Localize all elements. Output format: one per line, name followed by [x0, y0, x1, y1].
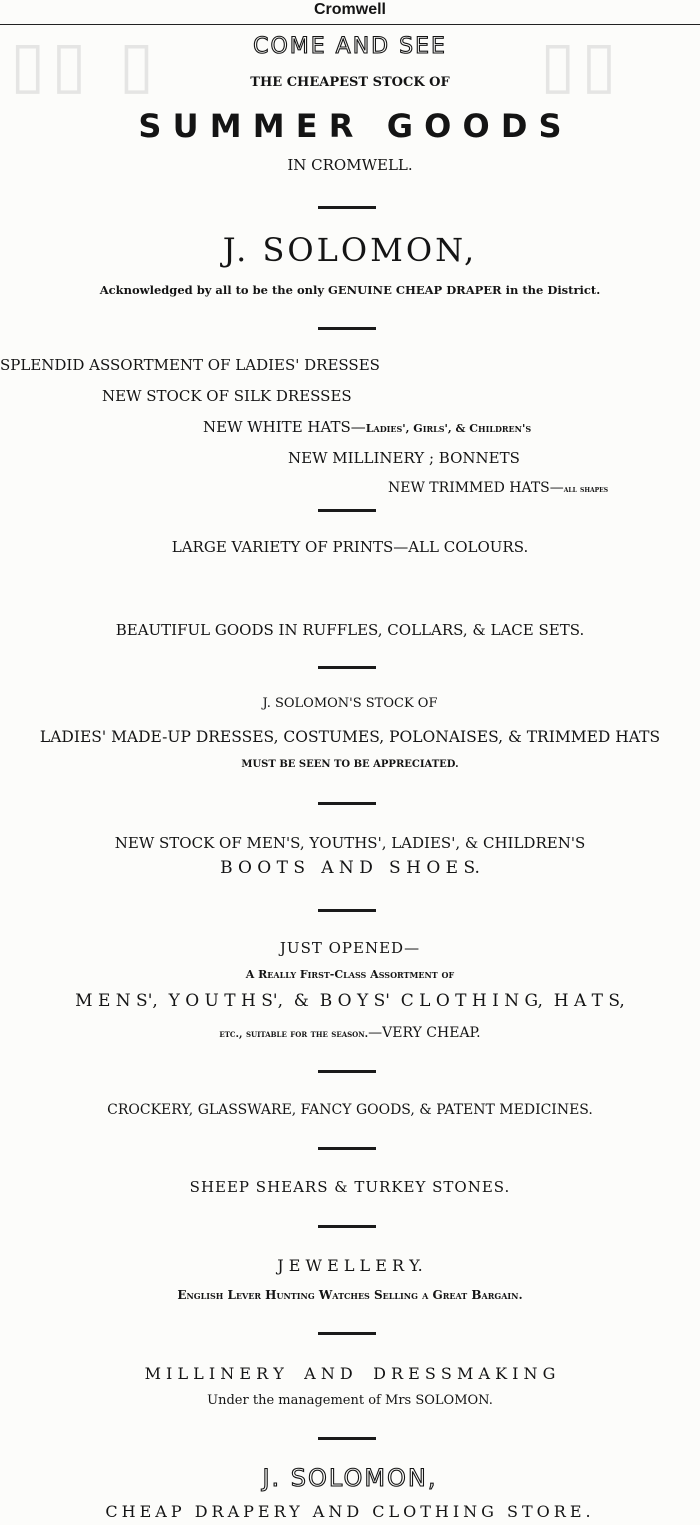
divider-rule: [318, 1147, 376, 1150]
madeup-appreciated: MUST BE SEEN TO BE APPRECIATED.: [241, 759, 459, 770]
boots-and-shoes: B O O T S A N D S H O E S.: [220, 858, 480, 878]
footer-store: CHEAP DRAPERY AND CLOTHING STORE.: [105, 1502, 595, 1521]
clothing-very-cheap: [0, 1026, 700, 1040]
divider-rule: [318, 327, 376, 330]
intro-come-and-see: COME AND SEE: [253, 34, 447, 59]
divider-rule: [318, 802, 376, 805]
dresses-line-white-hats: [203, 420, 700, 435]
bleed-through-decoration: ▯▯: [540, 28, 623, 102]
divider-rule: [318, 1437, 376, 1440]
dresses-line-trimmed-hats: [388, 481, 700, 495]
jewellery-watches: English Lever Hunting Watches Selling a Great Bargain.: [177, 1288, 523, 1302]
boots-new-stock: NEW STOCK OF MEN'S, YOUTHS', LADIES', & CHILDREN'S: [114, 834, 586, 852]
intro-cheapest-stock: THE CHEAPEST STOCK OF: [250, 75, 450, 90]
clothing-mens-youths-boys: M E N S', Y O U T H S', & B O Y S' C L O T H I N G, H A T S,: [75, 991, 625, 1011]
millinery-management: Under the management of Mrs SOLOMON.: [207, 1393, 493, 1408]
bleed-through-decoration: ▯▯ ▯: [10, 28, 160, 102]
dresses-line-millinery: NEW MILLINERY ; BONNETS: [288, 449, 520, 467]
divider-rule: [318, 1070, 376, 1073]
white-hats-small: Ladies', Girls', & Children's: [365, 422, 532, 435]
trimmed-hats-main: NEW TRIMMED HATS—: [388, 480, 564, 496]
divider-rule: [318, 509, 376, 512]
divider-rule: [318, 666, 376, 669]
jewellery-title: J E W E L L E R Y.: [277, 1256, 423, 1275]
merchant-tagline: Acknowledged by all to be the only GENUINE CHEAP DRAPER in the District.: [99, 283, 601, 297]
divider-rule: [318, 1225, 376, 1228]
clothing-just-opened: JUST OPENED—: [279, 939, 421, 957]
clothing-suitable: etc., suitable for the season.: [219, 1029, 369, 1040]
dresses-line-silk: NEW STOCK OF SILK DRESSES: [102, 387, 352, 405]
shears-line: SHEEP SHEARS & TURKEY STONES.: [189, 1178, 511, 1196]
white-hats-main: NEW WHITE HATS—: [203, 418, 366, 436]
intro-in-cromwell: IN CROMWELL.: [287, 156, 413, 174]
prints-line: LARGE VARIETY OF PRINTS—ALL COLOURS.: [171, 538, 529, 556]
page-header-town: Cromwell: [313, 1, 386, 18]
ruffles-line: BEAUTIFUL GOODS IN RUFFLES, COLLARS, & LACE SETS.: [115, 621, 585, 639]
merchant-name: J. SOLOMON,: [222, 231, 478, 269]
clothing-very-cheap-main: —VERY CHEAP.: [368, 1025, 481, 1041]
crockery-line: CROCKERY, GLASSWARE, FANCY GOODS, & PATENT MEDICINES.: [107, 1102, 593, 1118]
trimmed-hats-small: all shapes: [563, 485, 609, 495]
millinery-title: M I L L I N E R Y A N D D R E S S M A K I N G: [144, 1364, 556, 1383]
dresses-line-ladies-dresses: SPLENDID ASSORTMENT OF LADIES' DRESSES: [0, 356, 380, 374]
clothing-first-class: A Really First-Class Assortment of: [245, 968, 455, 981]
footer-merchant-name: J. SOLOMON,: [262, 1464, 438, 1492]
madeup-ladies-dresses: LADIES' MADE-UP DRESSES, COSTUMES, POLONAISES, & TRIMMED HATS: [39, 728, 661, 746]
header-rule: [0, 24, 700, 25]
divider-rule: [318, 1332, 376, 1335]
intro-summer-goods: S U M M E R G O O D S: [138, 107, 562, 145]
madeup-stock-of: J. SOLOMON'S STOCK OF: [262, 696, 438, 711]
divider-rule: [318, 206, 376, 209]
divider-rule: [318, 909, 376, 912]
